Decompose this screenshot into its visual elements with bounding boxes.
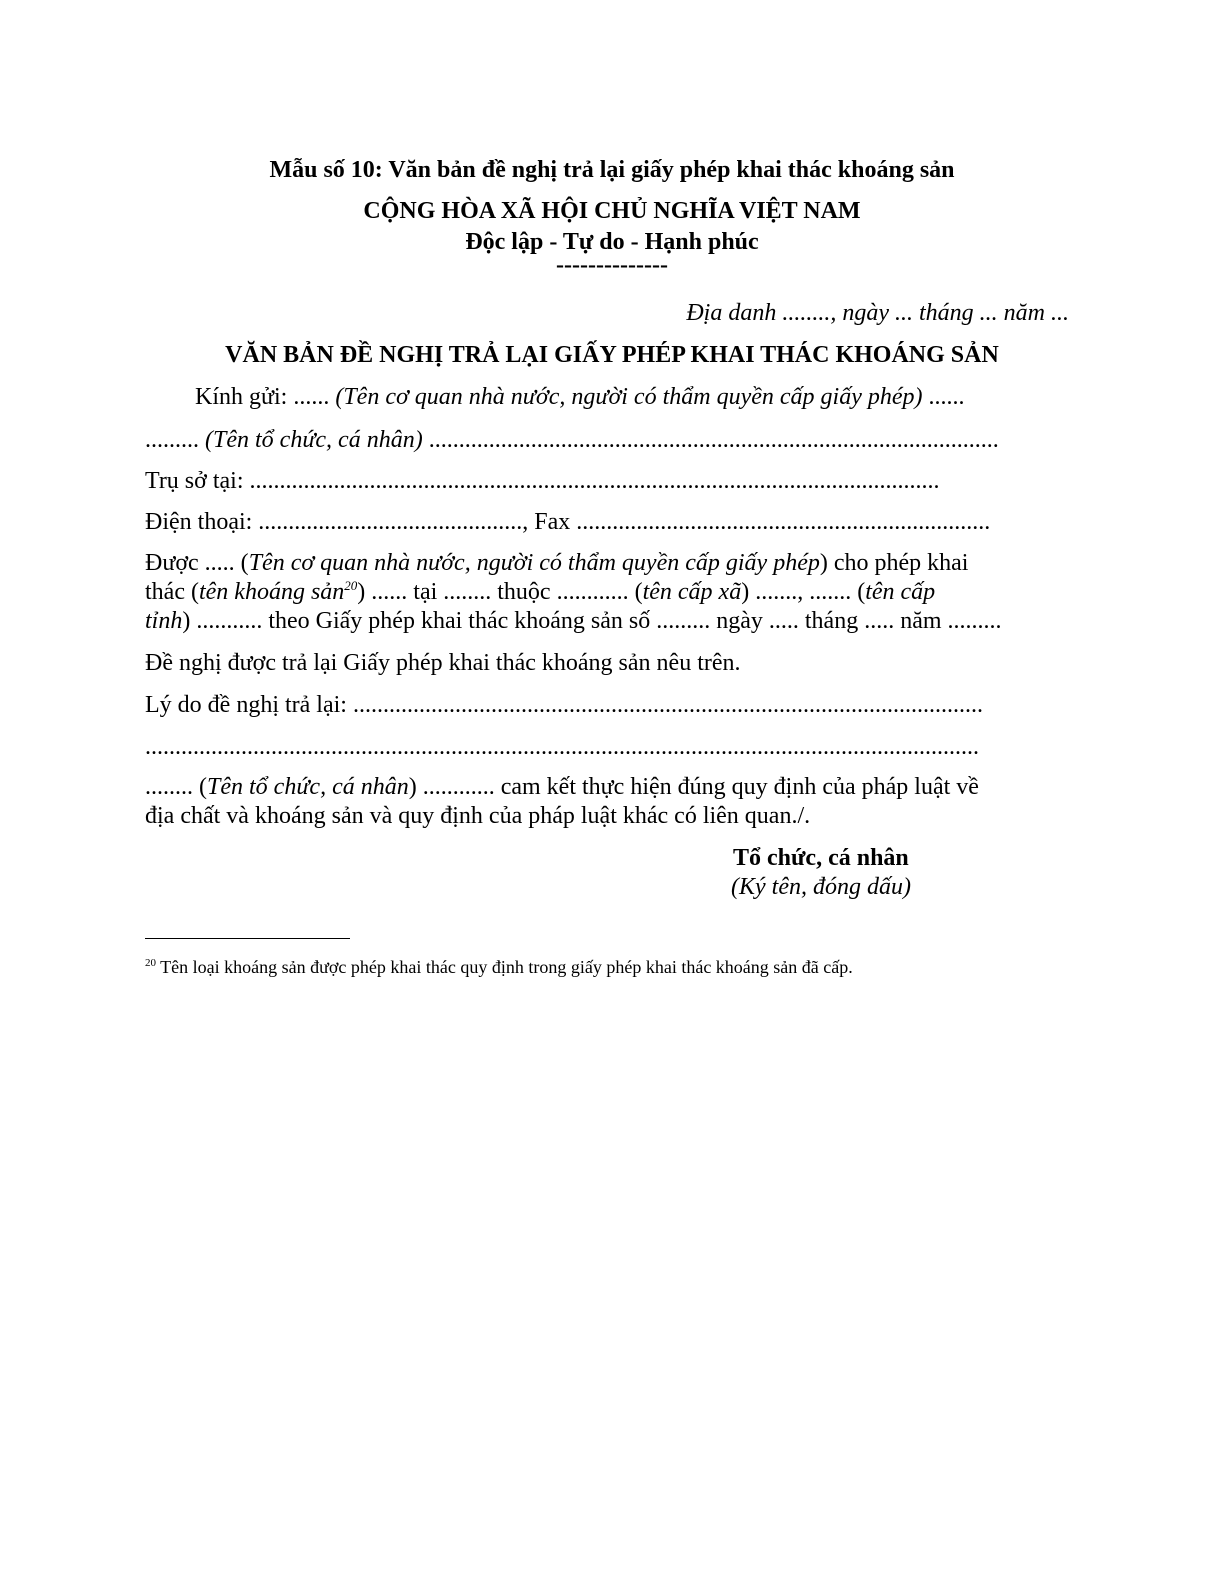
permit-line-3 xyxy=(145,606,1002,636)
permit-text: ) cho phép khai xyxy=(819,550,969,576)
commune-hint: tên cấp xã xyxy=(642,579,742,605)
permit-text: ) ......., ....... ( xyxy=(741,579,866,605)
organization-hint: (Tên tổ chức, cá nhân) xyxy=(205,427,423,453)
mineral-name-hint: tên khoáng sản xyxy=(198,579,345,605)
permit-text: ) ...... tại ........ thuộc ............ ( xyxy=(357,579,643,605)
permit-authority-hint: Tên cơ quan nhà nước, người có thẩm quyền cấp giấy phép xyxy=(248,550,820,576)
phone-fax-line: Điện thoại: ............................................, Fax ..................................................................... xyxy=(145,509,991,535)
commitment-line-2: địa chất và khoáng sản và quy định của pháp luật khác có liên quan./. xyxy=(145,803,811,829)
recipient-prefix: Kính gửi: ...... xyxy=(195,384,336,410)
signature-title: Tổ chức, cá nhân xyxy=(733,845,909,871)
footnote-number: 20 xyxy=(145,957,156,969)
permit-line-1 xyxy=(145,548,968,578)
document-title: VĂN BẢN ĐỀ NGHỊ TRẢ LẠI GIẤY PHÉP KHAI THÁC KHOÁNG SẢN xyxy=(225,342,999,368)
form-title: Mẫu số 10: Văn bản đề nghị trả lại giấy phép khai thác khoáng sản xyxy=(269,157,955,183)
footnote xyxy=(145,955,853,979)
national-motto: Độc lập - Tự do - Hạnh phúc xyxy=(465,229,759,255)
footnote-separator xyxy=(145,938,350,939)
permit-line-2 xyxy=(145,577,935,607)
recipient-hint: (Tên cơ quan nhà nước, người có thẩm quyền cấp giấy phép) xyxy=(335,384,923,410)
national-name: CỘNG HÒA XÃ HỘI CHỦ NGHĨA VIỆT NAM xyxy=(363,198,861,224)
reason-continuation: ........................................................................................................................................... xyxy=(145,734,979,760)
recipient-line xyxy=(195,382,965,412)
permit-text: Được ..... ( xyxy=(145,550,249,576)
province-hint-cont: tỉnh xyxy=(145,608,183,634)
signature-hint: (Ký tên, đóng dấu) xyxy=(731,874,911,900)
request-line: Đề nghị được trả lại Giấy phép khai thác khoáng sản nêu trên. xyxy=(145,650,741,676)
organization-prefix: ......... xyxy=(145,427,205,453)
reason-line: Lý do đề nghị trả lại: ......................................................................................................... xyxy=(145,692,983,718)
permit-text: ) ........... theo Giấy phép khai thác khoáng sản số ......... ngày ..... tháng ..... năm ......... xyxy=(182,608,1002,634)
organization-line xyxy=(145,425,999,455)
footnote-text: Tên loại khoáng sản được phép khai thác quy định trong giấy phép khai thác khoáng sản đã cấp. xyxy=(156,957,853,977)
recipient-suffix: ...... xyxy=(922,384,965,410)
footnote-reference: 20 xyxy=(344,578,358,593)
organization-hint: Tên tổ chức, cá nhân xyxy=(207,774,409,800)
organization-suffix: ............................................................................................... xyxy=(422,427,999,453)
commitment-line-1 xyxy=(145,772,979,802)
permit-text: thác ( xyxy=(145,579,199,605)
headquarters-line: Trụ sở tại: ................................................................................................................... xyxy=(145,468,940,494)
province-hint: tên cấp xyxy=(865,579,936,605)
commitment-text: ) ............ cam kết thực hiện đúng quy định của pháp luật về xyxy=(408,774,979,800)
commitment-text: ........ ( xyxy=(145,774,207,800)
header-divider: -------------- xyxy=(556,252,668,278)
place-date: Địa danh ........, ngày ... tháng ... năm ... xyxy=(686,300,1069,326)
